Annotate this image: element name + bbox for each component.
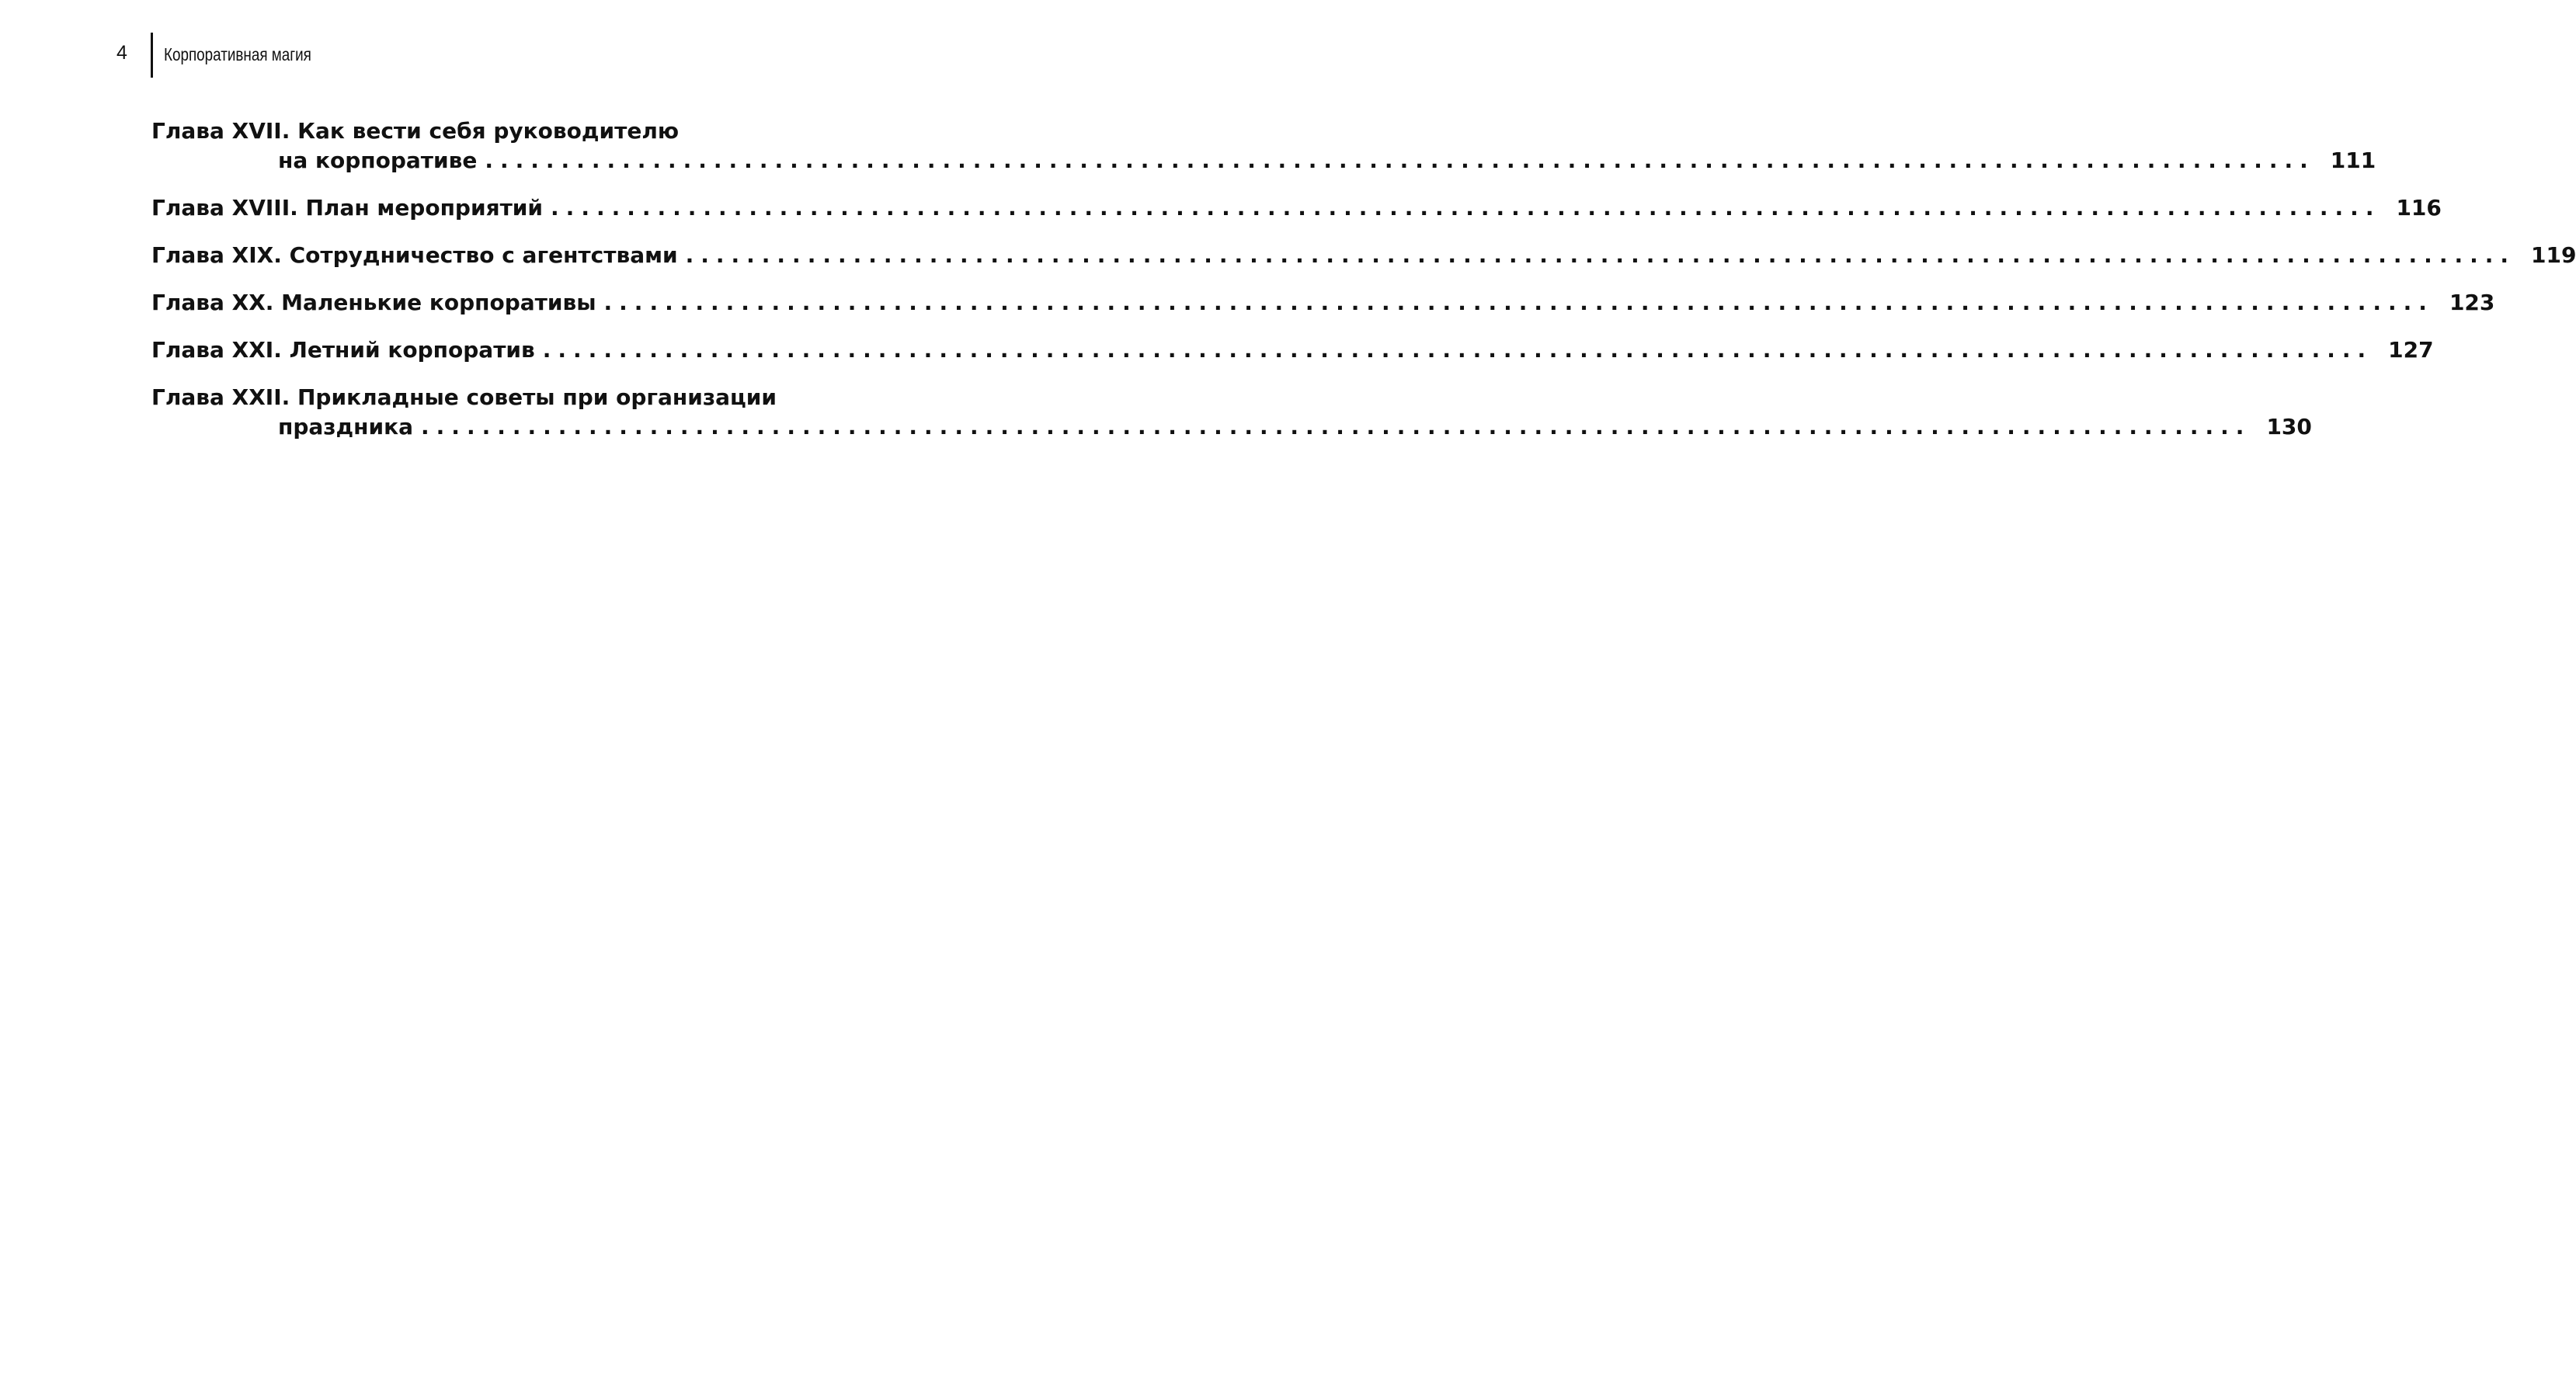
dot-leader: ........................................................................................................................ xyxy=(551,195,2381,221)
toc-entry-line xyxy=(151,193,2442,223)
toc-entry-page-number: 111 xyxy=(2330,148,2376,173)
table-of-contents xyxy=(151,116,2576,460)
toc-entry-chapter-19[interactable] xyxy=(151,241,2576,270)
toc-entry-page-number: 127 xyxy=(2388,337,2434,363)
toc-entry-chapter-21[interactable] xyxy=(151,335,2434,365)
toc-entry-line xyxy=(151,288,2495,318)
book-title: Корпоративная магия xyxy=(164,43,311,64)
toc-entry-title-continued: праздника xyxy=(278,414,414,440)
toc-entry-title: Глава XXI. Летний корпоратив xyxy=(151,337,535,363)
toc-entry-title: Глава XX. Маленькие корпоративы xyxy=(151,290,596,315)
toc-entry-title: Глава XXII. Прикладные советы при организации xyxy=(151,384,777,410)
toc-entry-title-continued: на корпоративе xyxy=(278,148,478,173)
page-number: 4 xyxy=(116,41,127,64)
toc-entry-second-line xyxy=(151,412,2312,442)
toc-entry-title: Глава XIX. Сотрудничество с агентствами xyxy=(151,242,678,268)
toc-entry-second-line xyxy=(151,146,2376,175)
dot-leader: ........................................................................................................................ xyxy=(542,337,2373,363)
toc-entry-chapter-22[interactable] xyxy=(151,383,2312,442)
dot-leader: ........................................................................................................................ xyxy=(603,290,2434,315)
toc-entry-first-line xyxy=(151,116,850,146)
dot-leader: ........................................................................................................................ xyxy=(421,414,2251,440)
toc-entry-title: Глава XVIII. План мероприятий xyxy=(151,195,544,221)
toc-entry-page-number: 123 xyxy=(2449,290,2495,315)
toc-entry-first-line xyxy=(151,383,850,412)
toc-entry-page-number: 119 xyxy=(2531,242,2576,268)
toc-entry-title: Глава XVII. Как вести себя руководителю xyxy=(151,118,680,144)
dot-leader: ........................................................................................................................ xyxy=(685,242,2515,268)
toc-entry-chapter-20[interactable] xyxy=(151,288,2495,318)
running-head xyxy=(116,33,344,78)
dot-leader: ........................................................................................................................ xyxy=(485,148,2315,173)
toc-entry-page-number: 116 xyxy=(2396,195,2442,221)
toc-entry-line xyxy=(151,241,2576,270)
toc-entry-chapter-18[interactable] xyxy=(151,193,2442,223)
toc-entry-line xyxy=(151,335,2434,365)
toc-entry-chapter-17[interactable] xyxy=(151,116,2376,175)
toc-entry-page-number: 130 xyxy=(2266,414,2312,440)
header-divider xyxy=(151,33,153,78)
